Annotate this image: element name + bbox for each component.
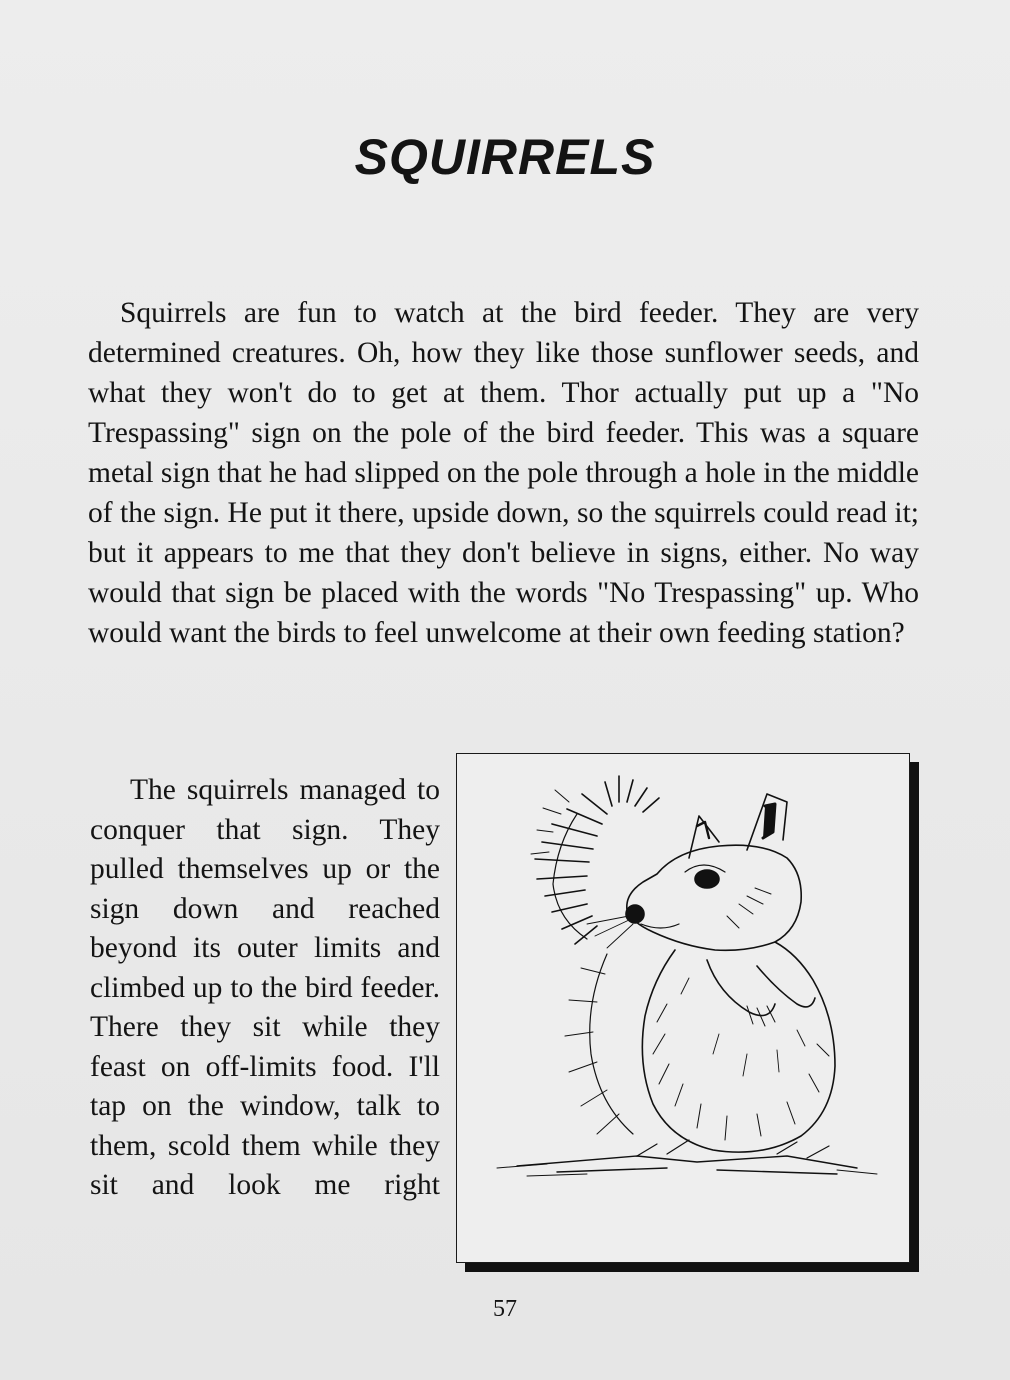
squirrel-illustration-frame [456, 753, 910, 1263]
page-title: SQUIRRELS [354, 129, 656, 185]
paragraph-2: The squirrels managed to conquer that sign. They pulled themselves up or the sign down and reached beyond its outer limits and climbed up to the bird feeder. There they sit while they feast on off-limits food. I'll tap on the window, talk to them, scold them while they sit and look me right [90, 774, 440, 1201]
squirrel-sketch-icon [457, 754, 909, 1262]
paragraph-1: Squirrels are fun to watch at the bird feeder. They are very determined creatures. Oh, how they like those sunflower seeds, and what they won't do to get at them. Thor actually put up a "No Trespassing" sign on the pole of the bird feeder. This was a square metal sign that he had slipped on the pole through a hole in the middle of the sign. He put it there, upside down, so the squirrels could read it; but it appears to me that they don't believe in signs, either. No way would that sign be placed with the words "No Trespassing" up. Who would want the birds to feel unwelcome at their own feeding station? [88, 297, 919, 649]
page-number: 57 [493, 1296, 517, 1322]
